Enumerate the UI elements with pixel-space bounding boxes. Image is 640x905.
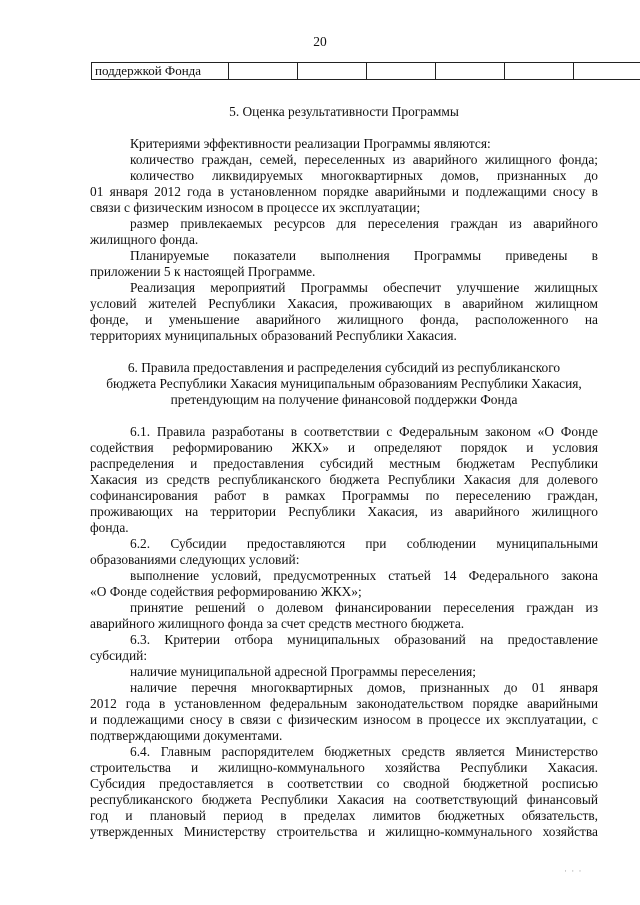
text-line: фонда. — [90, 520, 129, 535]
text-line: количество ликвидируемых многоквартирных домов, признанных до — [130, 168, 598, 183]
text-line: 01 января 2012 года в установленном порядке аварийными и подлежащими сносу в — [90, 184, 598, 199]
text-line: фонде, и уменьшение аварийного жилищного фонда, расположенного на — [90, 312, 598, 327]
text-line: проживающих на территории Республики Хакасия, из аварийного жилищного — [90, 504, 598, 519]
text-line: 2012 года в установленном федеральным законодательством порядке аварийными — [90, 696, 598, 711]
text-line: распределения и предоставления субсидий местным бюджетам Республики — [90, 456, 598, 471]
text-line: Хакасия из средств республиканского бюджета Республики Хакасия для долевого — [90, 472, 598, 487]
text-line: Планируемые показатели выполнения Программы приведены в — [130, 248, 598, 263]
text-line: строительства и жилищно-коммунального хозяйства Республики Хакасия. — [90, 760, 598, 775]
text-line: количество граждан, семей, переселенных из аварийного жилищного фонда; — [130, 152, 598, 167]
text-line: год и плановый период в пределах лимитов бюджетных обязательств, — [90, 808, 598, 823]
text-line: Критериями эффективности реализации Программы являются: — [130, 136, 491, 151]
text-line: территориях муниципальных образований Республики Хакасия. — [90, 328, 457, 343]
text-line: Субсидия предоставляется в соответствии со сводной бюджетной росписью — [90, 776, 598, 791]
text-line: софинансирования работ в рамках Программы по переселению граждан, — [90, 488, 598, 503]
text-line: размер привлекаемых ресурсов для переселения граждан из аварийного — [130, 216, 598, 231]
text-line: образованиями следующих условий: — [90, 552, 300, 567]
text-line: 5. Оценка результативности Программы — [229, 104, 459, 119]
text-line: наличие муниципальной адресной Программы переселения; — [130, 664, 476, 679]
text-line: 6. Правила предоставления и распределения субсидий из республиканского — [127, 360, 561, 375]
text-line: «О Фонде содействия реформированию ЖКХ»; — [90, 584, 362, 599]
scan-mark: · · · — [564, 866, 583, 876]
text-line: Реализация мероприятий Программы обеспечит улучшение жилищных — [130, 280, 598, 295]
text-line: утвержденных Министерству строительства и жилищно-коммунального хозяйства — [90, 824, 598, 839]
text-line: выполнение условий, предусмотренных статьей 14 Федерального закона — [130, 568, 598, 583]
text-line: 6.4. Главным распорядителем бюджетных средств является Министерство — [130, 744, 598, 759]
text-line: субсидий: — [90, 648, 148, 663]
text-line: принятие решений о долевом финансировании переселения граждан из — [130, 600, 598, 615]
text-line: 6.1. Правила разработаны в соответствии с Федеральным законом «О Фонде — [130, 424, 598, 439]
page-number: 20 — [313, 34, 327, 49]
text-line: аварийного жилищного фонда за счет средств местного бюджета. — [90, 616, 465, 631]
text-line: 6.3. Критерии отбора муниципальных образований на предоставление — [130, 632, 598, 647]
text-line: и подлежащими сносу в связи с физическим износом в процессе их эксплуатации, с — [90, 712, 598, 727]
text-line: приложении 5 к настоящей Программе. — [90, 264, 316, 279]
table-cell: поддержкой Фонда — [92, 63, 229, 80]
text-line: условий жителей Республики Хакасия, проживающих в аварийном жилищном — [90, 296, 598, 311]
text-line: связи с физическим износом в процессе их эксплуатации; — [90, 200, 421, 215]
text-line: 6.2. Субсидии предоставляются при соблюдении муниципальными — [130, 536, 598, 551]
text-line: содействия реформированию ЖКХ» и определяют порядок и условия — [90, 440, 598, 455]
text-line: наличие перечня многоквартирных домов, признанных до 01 января — [130, 680, 598, 695]
text-line: претендующим на получение финансовой поддержки Фонда — [170, 392, 518, 407]
text-line: республиканского бюджета Республики Хакасия на соответствующий финансовый — [90, 792, 598, 807]
text-line: бюджета Республики Хакасия муниципальным образованиям Республики Хакасия, — [106, 376, 582, 391]
text-line: подтверждающими документами. — [90, 728, 283, 743]
text-line: жилищного фонда. — [90, 232, 199, 247]
